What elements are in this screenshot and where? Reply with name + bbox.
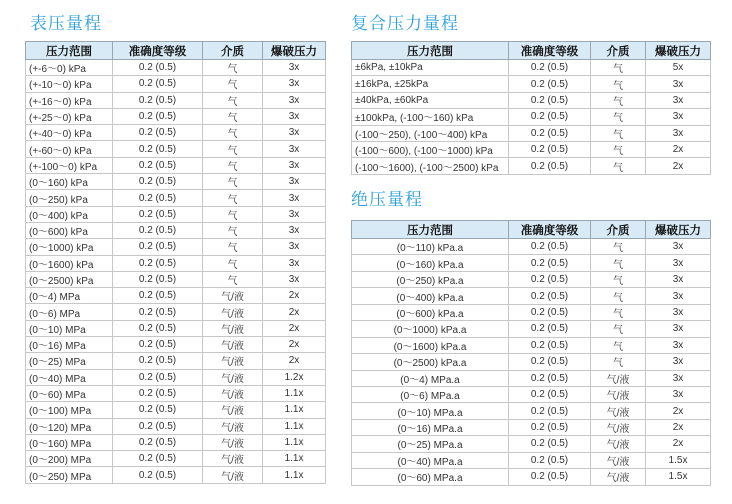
accuracy-cell: 0.2 (0.5) xyxy=(113,451,203,467)
absolute-pressure-title: 绝压量程 xyxy=(351,190,423,210)
table-row xyxy=(26,451,326,467)
range-cell: (+-40～0) kPa xyxy=(26,125,113,141)
range-cell: (0～6) MPa.a xyxy=(352,386,509,402)
table-row xyxy=(26,418,326,434)
accuracy-cell: 0.2 (0.5) xyxy=(509,141,591,157)
burst-pressure-cell: 2x xyxy=(263,337,326,353)
medium-cell: 气/液 xyxy=(203,385,263,401)
column-header-range: 压力范围 xyxy=(352,42,509,60)
range-cell: ±40kPa, ±60kPa xyxy=(352,92,509,108)
range-cell: (0～40) MPa xyxy=(26,369,113,385)
medium-cell: 气/液 xyxy=(591,386,646,402)
table-row xyxy=(26,320,326,336)
burst-pressure-cell: 3x xyxy=(646,304,711,320)
table-row xyxy=(352,403,711,419)
range-cell: (+-16～0) kPa xyxy=(26,92,113,108)
table-row xyxy=(352,321,711,337)
table-body xyxy=(352,239,711,486)
medium-cell: 气/液 xyxy=(591,370,646,386)
burst-pressure-cell: 3x xyxy=(646,76,711,92)
burst-pressure-cell: 1.1x xyxy=(263,385,326,401)
range-cell: (+-25～0) kPa xyxy=(26,108,113,124)
range-cell: (0～160) kPa xyxy=(26,174,113,190)
accuracy-cell: 0.2 (0.5) xyxy=(509,419,591,435)
accuracy-cell: 0.2 (0.5) xyxy=(509,271,591,287)
table-row xyxy=(352,141,711,157)
burst-pressure-cell: 1.1x xyxy=(263,418,326,434)
accuracy-cell: 0.2 (0.5) xyxy=(509,337,591,353)
medium-cell: 气 xyxy=(203,271,263,287)
table-row xyxy=(26,222,326,238)
medium-cell: 气 xyxy=(591,158,646,174)
burst-pressure-cell: 2x xyxy=(263,353,326,369)
accuracy-cell: 0.2 (0.5) xyxy=(113,239,203,255)
range-cell: (0～400) kPa xyxy=(26,206,113,222)
range-cell: (+-60～0) kPa xyxy=(26,141,113,157)
table-row xyxy=(26,385,326,401)
table-row xyxy=(352,76,711,92)
medium-cell: 气 xyxy=(203,174,263,190)
accuracy-cell: 0.2 (0.5) xyxy=(113,304,203,320)
table-row xyxy=(26,206,326,222)
accuracy-cell: 0.2 (0.5) xyxy=(509,288,591,304)
accuracy-cell: 0.2 (0.5) xyxy=(509,354,591,370)
medium-cell: 气 xyxy=(203,222,263,238)
table-row xyxy=(352,239,711,255)
range-cell: (0～60) MPa xyxy=(26,385,113,401)
range-cell: (0～25) MPa xyxy=(26,353,113,369)
range-cell: (0～2500) kPa.a xyxy=(352,354,509,370)
table-row xyxy=(352,125,711,141)
table-row xyxy=(352,304,711,320)
range-cell: (0～4) MPa xyxy=(26,288,113,304)
medium-cell: 气/液 xyxy=(203,467,263,483)
table-row xyxy=(26,467,326,483)
table-row xyxy=(26,255,326,271)
range-cell: ±100kPa, (-100～160) kPa xyxy=(352,109,509,125)
accuracy-cell: 0.2 (0.5) xyxy=(509,386,591,402)
accuracy-cell: 0.2 (0.5) xyxy=(113,222,203,238)
burst-pressure-cell: 2x xyxy=(646,141,711,157)
table-row xyxy=(26,304,326,320)
burst-pressure-cell: 3x xyxy=(263,125,326,141)
accuracy-cell: 0.2 (0.5) xyxy=(113,92,203,108)
range-cell: (0～100) MPa xyxy=(26,402,113,418)
burst-pressure-cell: 3x xyxy=(263,206,326,222)
medium-cell: 气 xyxy=(591,60,646,76)
table-row xyxy=(352,271,711,287)
burst-pressure-cell: 2x xyxy=(263,320,326,336)
table-row xyxy=(352,452,711,468)
table-row xyxy=(352,255,711,271)
accuracy-cell: 0.2 (0.5) xyxy=(509,158,591,174)
burst-pressure-cell: 3x xyxy=(263,92,326,108)
table-row xyxy=(26,76,326,92)
table-row xyxy=(26,434,326,450)
table-row xyxy=(352,158,711,174)
accuracy-cell: 0.2 (0.5) xyxy=(113,353,203,369)
burst-pressure-cell: 3x xyxy=(263,222,326,238)
accuracy-cell: 0.2 (0.5) xyxy=(113,60,203,76)
burst-pressure-cell: 2x xyxy=(263,304,326,320)
burst-pressure-cell: 3x xyxy=(263,271,326,287)
table-row xyxy=(352,354,711,370)
range-cell: (0～25) MPa.a xyxy=(352,436,509,452)
burst-pressure-cell: 3x xyxy=(263,239,326,255)
table-row xyxy=(26,190,326,206)
medium-cell: 气 xyxy=(203,60,263,76)
column-header-medium: 介质 xyxy=(591,42,646,60)
table-row xyxy=(26,125,326,141)
burst-pressure-cell: 3x xyxy=(646,370,711,386)
range-cell: (0～10) MPa.a xyxy=(352,403,509,419)
burst-pressure-cell: 1.5x xyxy=(646,469,711,485)
table-row xyxy=(26,271,326,287)
range-cell: ±6kPa, ±10kPa xyxy=(352,60,509,76)
medium-cell: 气 xyxy=(591,109,646,125)
burst-pressure-cell: 1.2x xyxy=(263,369,326,385)
table-header-row xyxy=(352,221,711,239)
table-header-row xyxy=(26,42,326,60)
accuracy-cell: 0.2 (0.5) xyxy=(113,288,203,304)
accuracy-cell: 0.2 (0.5) xyxy=(113,467,203,483)
range-cell: (-100～600), (-100～1000) kPa xyxy=(352,141,509,157)
burst-pressure-cell: 3x xyxy=(646,125,711,141)
range-cell: (0～250) MPa xyxy=(26,467,113,483)
range-cell: (0～60) MPa.a xyxy=(352,469,509,485)
range-cell: (0～200) MPa xyxy=(26,451,113,467)
range-cell: (-100～250), (-100～400) kPa xyxy=(352,125,509,141)
burst-pressure-cell: 1.1x xyxy=(263,402,326,418)
medium-cell: 气/液 xyxy=(591,403,646,419)
accuracy-cell: 0.2 (0.5) xyxy=(113,418,203,434)
burst-pressure-cell: 2x xyxy=(646,403,711,419)
medium-cell: 气 xyxy=(591,255,646,271)
burst-pressure-cell: 3x xyxy=(646,109,711,125)
medium-cell: 气/液 xyxy=(591,436,646,452)
burst-pressure-cell: 5x xyxy=(646,60,711,76)
range-cell: ±16kPa, ±25kPa xyxy=(352,76,509,92)
medium-cell: 气/液 xyxy=(591,419,646,435)
range-cell: (0～10) MPa xyxy=(26,320,113,336)
burst-pressure-cell: 1.5x xyxy=(646,452,711,468)
burst-pressure-cell: 3x xyxy=(646,337,711,353)
range-cell: (0～2500) kPa xyxy=(26,271,113,287)
table-row xyxy=(26,288,326,304)
accuracy-cell: 0.2 (0.5) xyxy=(113,190,203,206)
burst-pressure-cell: 1.1x xyxy=(263,451,326,467)
range-cell: (+-100～0) kPa xyxy=(26,157,113,173)
medium-cell: 气/液 xyxy=(203,288,263,304)
range-cell: (0～40) MPa.a xyxy=(352,452,509,468)
medium-cell: 气 xyxy=(203,76,263,92)
range-cell: (0～1000) kPa xyxy=(26,239,113,255)
range-cell: (0～110) kPa.a xyxy=(352,239,509,255)
accuracy-cell: 0.2 (0.5) xyxy=(509,436,591,452)
medium-cell: 气 xyxy=(591,92,646,108)
medium-cell: 气/液 xyxy=(591,452,646,468)
table-row xyxy=(26,157,326,173)
column-header-range: 压力范围 xyxy=(352,221,509,239)
gauge-pressure-table xyxy=(25,41,326,484)
accuracy-cell: 0.2 (0.5) xyxy=(113,385,203,401)
table-row xyxy=(352,419,711,435)
table-row xyxy=(26,60,326,76)
burst-pressure-cell: 3x xyxy=(263,157,326,173)
medium-cell: 气/液 xyxy=(203,402,263,418)
medium-cell: 气/液 xyxy=(203,418,263,434)
accuracy-cell: 0.2 (0.5) xyxy=(113,141,203,157)
accuracy-cell: 0.2 (0.5) xyxy=(509,403,591,419)
table-row xyxy=(352,288,711,304)
medium-cell: 气 xyxy=(591,141,646,157)
accuracy-cell: 0.2 (0.5) xyxy=(113,369,203,385)
accuracy-cell: 0.2 (0.5) xyxy=(113,206,203,222)
accuracy-cell: 0.2 (0.5) xyxy=(509,321,591,337)
accuracy-cell: 0.2 (0.5) xyxy=(509,304,591,320)
table-row xyxy=(26,369,326,385)
burst-pressure-cell: 3x xyxy=(646,288,711,304)
accuracy-cell: 0.2 (0.5) xyxy=(509,255,591,271)
medium-cell: 气/液 xyxy=(203,337,263,353)
medium-cell: 气 xyxy=(203,141,263,157)
medium-cell: 气 xyxy=(591,288,646,304)
range-cell: (0～250) kPa xyxy=(26,190,113,206)
accuracy-cell: 0.2 (0.5) xyxy=(509,125,591,141)
burst-pressure-cell: 2x xyxy=(646,158,711,174)
burst-pressure-cell: 3x xyxy=(646,255,711,271)
table-row xyxy=(352,92,711,108)
burst-pressure-cell: 2x xyxy=(263,288,326,304)
accuracy-cell: 0.2 (0.5) xyxy=(509,452,591,468)
medium-cell: 气 xyxy=(203,255,263,271)
medium-cell: 气 xyxy=(591,354,646,370)
table-row xyxy=(352,436,711,452)
compound-pressure-table xyxy=(351,41,711,175)
table-header-row xyxy=(352,42,711,60)
column-header-medium: 介质 xyxy=(591,221,646,239)
range-cell: (0～1600) kPa.a xyxy=(352,337,509,353)
medium-cell: 气/液 xyxy=(203,304,263,320)
column-header-burst: 爆破压力 xyxy=(263,42,326,60)
accuracy-cell: 0.2 (0.5) xyxy=(113,125,203,141)
column-header-range: 压力范围 xyxy=(26,42,113,60)
burst-pressure-cell: 3x xyxy=(646,92,711,108)
column-header-accuracy: 准确度等级 xyxy=(113,42,203,60)
medium-cell: 气 xyxy=(203,108,263,124)
medium-cell: 气 xyxy=(591,321,646,337)
column-header-burst: 爆破压力 xyxy=(646,42,711,60)
table-row xyxy=(352,386,711,402)
range-cell: (-100～1600), (-100～2500) kPa xyxy=(352,158,509,174)
burst-pressure-cell: 3x xyxy=(263,60,326,76)
column-header-accuracy: 准确度等级 xyxy=(509,221,591,239)
table-row xyxy=(26,92,326,108)
medium-cell: 气/液 xyxy=(203,353,263,369)
absolute-pressure-table xyxy=(351,220,711,486)
medium-cell: 气/液 xyxy=(203,369,263,385)
burst-pressure-cell: 3x xyxy=(646,271,711,287)
table-row xyxy=(26,141,326,157)
burst-pressure-cell: 1.1x xyxy=(263,434,326,450)
table-row xyxy=(26,337,326,353)
medium-cell: 气 xyxy=(203,125,263,141)
gauge-pressure-title: 表压量程 xyxy=(30,14,102,34)
burst-pressure-cell: 3x xyxy=(263,174,326,190)
accuracy-cell: 0.2 (0.5) xyxy=(113,108,203,124)
burst-pressure-cell: 3x xyxy=(263,76,326,92)
table-row xyxy=(26,402,326,418)
column-header-accuracy: 准确度等级 xyxy=(509,42,591,60)
range-cell: (0～160) MPa xyxy=(26,434,113,450)
range-cell: (+-6～0) kPa xyxy=(26,60,113,76)
range-cell: (0～600) kPa xyxy=(26,222,113,238)
accuracy-cell: 0.2 (0.5) xyxy=(113,320,203,336)
accuracy-cell: 0.2 (0.5) xyxy=(509,370,591,386)
medium-cell: 气 xyxy=(203,239,263,255)
table-row xyxy=(26,174,326,190)
range-cell: (0～1000) kPa.a xyxy=(352,321,509,337)
accuracy-cell: 0.2 (0.5) xyxy=(113,76,203,92)
table-body xyxy=(26,60,326,484)
medium-cell: 气 xyxy=(591,271,646,287)
medium-cell: 气 xyxy=(203,190,263,206)
burst-pressure-cell: 2x xyxy=(646,436,711,452)
compound-pressure-title: 复合压力量程 xyxy=(351,14,459,34)
range-cell: (0～1600) kPa xyxy=(26,255,113,271)
medium-cell: 气 xyxy=(591,76,646,92)
burst-pressure-cell: 3x xyxy=(646,354,711,370)
accuracy-cell: 0.2 (0.5) xyxy=(509,92,591,108)
burst-pressure-cell: 3x xyxy=(646,386,711,402)
medium-cell: 气/液 xyxy=(591,469,646,485)
burst-pressure-cell: 3x xyxy=(263,255,326,271)
table-row xyxy=(352,370,711,386)
medium-cell: 气/液 xyxy=(203,451,263,467)
accuracy-cell: 0.2 (0.5) xyxy=(113,434,203,450)
accuracy-cell: 0.2 (0.5) xyxy=(113,174,203,190)
medium-cell: 气 xyxy=(203,92,263,108)
medium-cell: 气 xyxy=(591,239,646,255)
table-row xyxy=(352,337,711,353)
range-cell: (0～400) kPa.a xyxy=(352,288,509,304)
medium-cell: 气 xyxy=(203,157,263,173)
burst-pressure-cell: 1.1x xyxy=(263,467,326,483)
table-row xyxy=(26,239,326,255)
accuracy-cell: 0.2 (0.5) xyxy=(113,337,203,353)
range-cell: (+-10～0) kPa xyxy=(26,76,113,92)
table-row xyxy=(352,60,711,76)
range-cell: (0～160) kPa.a xyxy=(352,255,509,271)
accuracy-cell: 0.2 (0.5) xyxy=(113,157,203,173)
column-header-burst: 爆破压力 xyxy=(646,221,711,239)
range-cell: (0～16) MPa.a xyxy=(352,419,509,435)
burst-pressure-cell: 2x xyxy=(646,419,711,435)
medium-cell: 气/液 xyxy=(203,320,263,336)
accuracy-cell: 0.2 (0.5) xyxy=(509,76,591,92)
range-cell: (0～4) MPa.a xyxy=(352,370,509,386)
medium-cell: 气 xyxy=(591,304,646,320)
accuracy-cell: 0.2 (0.5) xyxy=(113,271,203,287)
accuracy-cell: 0.2 (0.5) xyxy=(509,469,591,485)
range-cell: (0～16) MPa xyxy=(26,337,113,353)
burst-pressure-cell: 3x xyxy=(646,321,711,337)
table-body xyxy=(352,60,711,175)
range-cell: (0～6) MPa xyxy=(26,304,113,320)
medium-cell: 气 xyxy=(591,337,646,353)
accuracy-cell: 0.2 (0.5) xyxy=(113,402,203,418)
range-cell: (0～600) kPa.a xyxy=(352,304,509,320)
burst-pressure-cell: 3x xyxy=(263,190,326,206)
burst-pressure-cell: 3x xyxy=(646,239,711,255)
medium-cell: 气 xyxy=(203,206,263,222)
burst-pressure-cell: 3x xyxy=(263,141,326,157)
accuracy-cell: 0.2 (0.5) xyxy=(509,60,591,76)
column-header-medium: 介质 xyxy=(203,42,263,60)
table-row xyxy=(26,353,326,369)
accuracy-cell: 0.2 (0.5) xyxy=(509,239,591,255)
medium-cell: 气 xyxy=(591,125,646,141)
medium-cell: 气/液 xyxy=(203,434,263,450)
table-row xyxy=(352,469,711,485)
table-row xyxy=(26,108,326,124)
range-cell: (0～120) MPa xyxy=(26,418,113,434)
table-row xyxy=(352,109,711,125)
range-cell: (0～250) kPa.a xyxy=(352,271,509,287)
accuracy-cell: 0.2 (0.5) xyxy=(113,255,203,271)
burst-pressure-cell: 3x xyxy=(263,108,326,124)
accuracy-cell: 0.2 (0.5) xyxy=(509,109,591,125)
